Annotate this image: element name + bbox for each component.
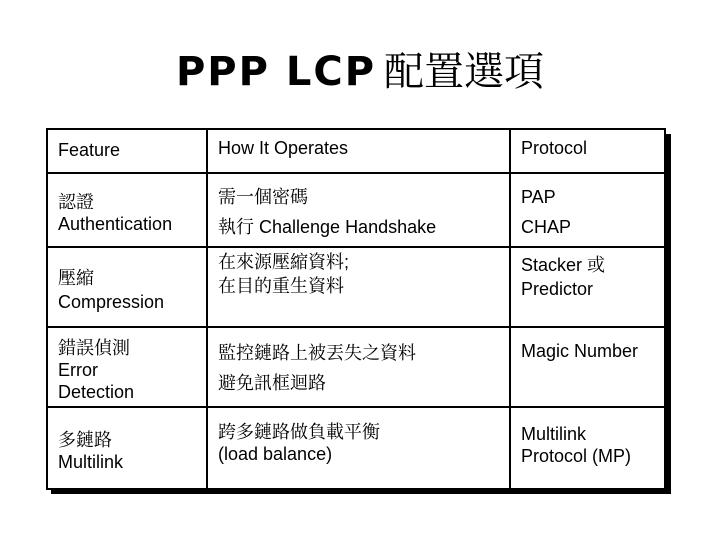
protocol-line: Multilink [521,424,587,444]
lcp-options-table [46,128,666,490]
row-divider [48,326,664,328]
feature-zh: 壓縮 [58,268,94,288]
operates-line: 避免訊框迴路 [218,373,326,393]
table-row-compression-feature [50,266,206,314]
slide-title [0,40,720,97]
column-divider [509,130,511,488]
feature-zh: 錯誤偵測 [58,338,130,358]
table-row-error-detection-protocol [513,340,664,362]
feature-en: Compression [58,292,165,312]
table-row-authentication-operates [210,182,509,242]
table-row-multilink-feature [50,429,206,473]
header-feature-label: Feature [58,140,121,160]
operates-line: 在來源壓縮資料; [218,252,350,272]
table-row-multilink-protocol [513,423,664,467]
feature-zh: 認證 [58,192,94,212]
table-row-authentication-protocol [513,182,664,242]
slide-title-en: PPP LCP [175,49,377,95]
table-row-compression-operates [210,250,509,298]
protocol-line: CHAP [521,217,572,237]
slide-title-zh: 配置選項 [384,49,545,95]
table-row-error-detection-operates [210,338,509,398]
header-protocol [513,137,664,159]
table-row-error-detection-feature [50,337,206,403]
table-row-compression-protocol [513,253,664,301]
row-divider [48,406,664,408]
header-protocol-label: Protocol [521,138,588,158]
operates-line: (load balance) [218,444,333,464]
operates-line: 在目的重生資料 [218,276,344,296]
operates-line: 跨多鏈路做負載平衡 [218,422,380,442]
header-how-it-operates [210,137,509,159]
operates-line: 執行 Challenge Handshake [218,217,437,237]
table-row-authentication-feature [50,191,206,235]
protocol-line: Stacker 或 [521,255,606,275]
header-feature [50,139,206,161]
feature-zh: 多鏈路 [58,430,112,450]
protocol-line: PAP [521,187,556,207]
protocol-line: Protocol (MP) [521,446,632,466]
protocol-line: Predictor [521,279,594,299]
table-row-multilink-operates [210,421,509,465]
header-operates-label: How It Operates [218,138,349,158]
row-divider [48,172,664,174]
feature-en: Authentication [58,214,173,234]
row-divider [48,246,664,248]
operates-line: 需一個密碼 [218,187,308,207]
protocol-line: Magic Number [521,341,639,361]
operates-line: 監控鏈路上被丟失之資料 [218,343,416,363]
feature-en: Multilink [58,452,124,472]
feature-en: Detection [58,382,135,402]
column-divider [206,130,208,488]
feature-en: Error [58,360,98,380]
